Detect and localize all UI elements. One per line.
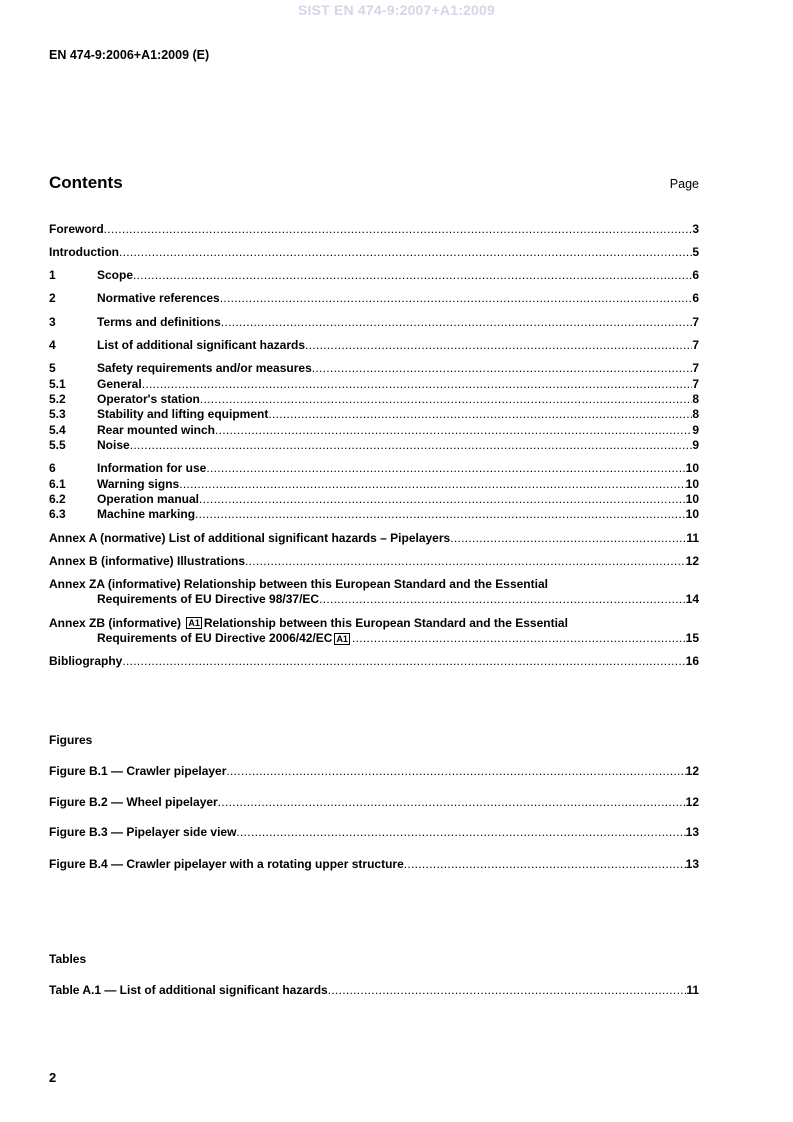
toc-entry-title: Terms and definitions (97, 315, 221, 329)
toc-entry-annex-za-continuation[interactable] (97, 592, 699, 606)
toc-entry-page: 11 (686, 531, 699, 545)
leader-dots (199, 492, 686, 506)
toc-entry-stability[interactable] (49, 407, 699, 421)
leader-dots (245, 554, 686, 568)
toc-entry-page: 9 (692, 423, 699, 437)
toc-entry-number: 1 (49, 268, 56, 282)
figure-entry-title: Figure B.2 — Wheel pipelayer (49, 795, 218, 809)
toc-entry-noise[interactable] (49, 438, 699, 452)
table-entry-a1[interactable] (49, 983, 699, 997)
toc-entry-number: 6.3 (49, 507, 66, 521)
leader-dots (319, 592, 686, 606)
toc-entry-number: 2 (49, 291, 56, 305)
leader-dots (312, 361, 693, 375)
figure-entry-page: 13 (685, 857, 699, 871)
toc-entry-safety-requirements[interactable] (49, 361, 699, 375)
toc-entry-number: 5.5 (49, 438, 66, 452)
toc-entry-title: Annex A (normative) List of additional significant hazards – Pipelayers (49, 531, 451, 545)
leader-dots (236, 825, 685, 839)
document-id: EN 474-9:2006+A1:2009 (E) (49, 48, 210, 62)
toc-entry-page: 10 (685, 477, 699, 491)
toc-entry-bibliography[interactable] (49, 654, 699, 668)
figure-entry-page: 12 (685, 764, 699, 778)
toc-entry-title: Foreword (49, 222, 104, 236)
figure-entry-title: Figure B.1 — Crawler pipelayer (49, 764, 227, 778)
toc-entry-number: 3 (49, 315, 56, 329)
leader-dots (328, 983, 687, 997)
toc-entry-page: 10 (685, 507, 699, 521)
toc-entry-page: 14 (685, 592, 699, 606)
toc-entry-page: 7 (692, 338, 699, 352)
leader-dots (179, 477, 685, 491)
annex-zb-title: Relationship between this European Standard and the Essential (203, 616, 568, 630)
toc-entry-title: Requirements of EU Directive 98/37/EC (97, 592, 320, 606)
toc-entry-title: List of additional significant hazards (97, 338, 306, 352)
toc-entry-title: Operation manual (97, 492, 200, 506)
toc-entry-title: Rear mounted winch (97, 423, 216, 437)
toc-entry-annex-b[interactable] (49, 554, 699, 568)
toc-entry-page: 9 (692, 438, 699, 452)
toc-entry-rear-winch[interactable] (49, 423, 699, 437)
leader-dots (200, 392, 692, 406)
toc-entry-operation-manual[interactable] (49, 492, 699, 506)
leader-dots (122, 654, 685, 668)
toc-entry-foreword[interactable] (49, 222, 699, 236)
figure-entry-page: 12 (685, 795, 699, 809)
toc-entry-introduction[interactable] (49, 245, 699, 259)
toc-entry-number: 5.1 (49, 377, 66, 391)
contents-title: Contents (49, 173, 123, 192)
toc-entry-number: 6 (49, 461, 56, 475)
figure-entry-b4[interactable] (49, 857, 699, 871)
toc-entry-warning-signs[interactable] (49, 477, 699, 491)
toc-entry-page: 8 (692, 392, 699, 406)
toc-entry-title: Bibliography (49, 654, 123, 668)
toc-entry-title: Stability and lifting equipment (97, 407, 269, 421)
page-column-label: Page (669, 177, 699, 191)
leader-dots (133, 268, 692, 282)
leader-dots (305, 338, 692, 352)
toc-entry-annex-a[interactable] (49, 531, 699, 545)
toc-entry-title: Warning signs (97, 477, 180, 491)
toc-entry-number: 5.3 (49, 407, 66, 421)
figure-entry-b3[interactable] (49, 825, 699, 839)
toc-entry-operators-station[interactable] (49, 392, 699, 406)
toc-entry-page: 7 (692, 315, 699, 329)
toc-entry-title: Operator's station (97, 392, 200, 406)
toc-entry-title: Scope (97, 268, 134, 282)
leader-dots (220, 291, 693, 305)
leader-dots (268, 407, 692, 421)
toc-entry-annex-zb-continuation[interactable] (97, 631, 699, 645)
toc-entry-number: 5.4 (49, 423, 66, 437)
amendment-end-marker: A1 (336, 634, 348, 644)
toc-entry-number: 6.2 (49, 492, 66, 506)
toc-entry-annex-za[interactable]: Annex ZA (informative) Relationship between this European Standard and the Essential (49, 577, 548, 591)
figure-entry-b1[interactable] (49, 764, 699, 778)
toc-entry-page: 16 (685, 654, 699, 668)
leader-dots (206, 461, 685, 475)
toc-entry-page: 5 (692, 245, 699, 259)
toc-entry-additional-hazards[interactable] (49, 338, 699, 352)
toc-entry-title: Safety requirements and/or measures (97, 361, 312, 375)
figure-entry-page: 13 (685, 825, 699, 839)
toc-entry-page: 8 (692, 407, 699, 421)
page-number: 2 (49, 1070, 57, 1085)
leader-dots (142, 377, 693, 391)
toc-entry-number: 4 (49, 338, 56, 352)
toc-entry-title: Normative references (97, 291, 220, 305)
toc-entry-number: 5.2 (49, 392, 66, 406)
toc-entry-information-for-use[interactable] (49, 461, 699, 475)
toc-entry-title: Annex B (informative) Illustrations (49, 554, 246, 568)
leader-dots (130, 438, 693, 452)
figure-entry-title: Figure B.3 — Pipelayer side view (49, 825, 237, 839)
toc-entry-page: 10 (685, 461, 699, 475)
toc-entry-page: 10 (685, 492, 699, 506)
figure-entry-b2[interactable] (49, 795, 699, 809)
toc-entry-title: Machine marking (97, 507, 196, 521)
toc-entry-page: 7 (692, 377, 699, 391)
toc-entry-page: 3 (692, 222, 699, 236)
leader-dots (215, 423, 692, 437)
tables-heading: Tables (49, 952, 87, 966)
table-entry-page: 11 (686, 983, 699, 997)
toc-entry-general[interactable] (49, 377, 699, 391)
toc-entry-terms-definitions[interactable] (49, 315, 699, 329)
toc-entry-number: 6.1 (49, 477, 66, 491)
toc-entry-annex-zb[interactable] (49, 616, 568, 630)
leader-dots (221, 315, 693, 329)
leader-dots (226, 764, 685, 778)
figure-entry-title: Figure B.4 — Crawler pipelayer with a rotating upper structure (49, 857, 404, 871)
leader-dots (218, 795, 686, 809)
toc-entry-number: 5 (49, 361, 56, 375)
toc-entry-scope[interactable] (49, 268, 699, 282)
table-entry-title: Table A.1 — List of additional significant hazards (49, 983, 328, 997)
annex-zb-prefix: Annex ZB (informative) (49, 616, 182, 630)
toc-entry-page: 7 (692, 361, 699, 375)
watermark: SIST EN 474-9:2007+A1:2009 (297, 2, 496, 18)
toc-entry-title: Requirements of EU Directive 2006/42/EC (97, 631, 333, 645)
toc-entry-title: General (97, 377, 142, 391)
toc-entry-machine-marking[interactable] (49, 507, 699, 521)
toc-entry-page: 6 (692, 268, 699, 282)
leader-dots (450, 531, 686, 545)
toc-entry-title: Noise (97, 438, 130, 452)
leader-dots (119, 245, 692, 259)
toc-entry-title: Information for use (97, 461, 207, 475)
toc-entry-title: Introduction (49, 245, 119, 259)
toc-entry-page: 15 (685, 631, 699, 645)
amendment-start-marker: A1 (188, 618, 200, 628)
leader-dots (104, 222, 693, 236)
leader-dots (404, 857, 686, 871)
toc-entry-page: 12 (685, 554, 699, 568)
leader-dots (195, 507, 686, 521)
leader-dots (352, 631, 686, 645)
figures-heading: Figures (49, 733, 93, 747)
toc-entry-page: 6 (692, 291, 699, 305)
toc-entry-normative-references[interactable] (49, 291, 699, 305)
